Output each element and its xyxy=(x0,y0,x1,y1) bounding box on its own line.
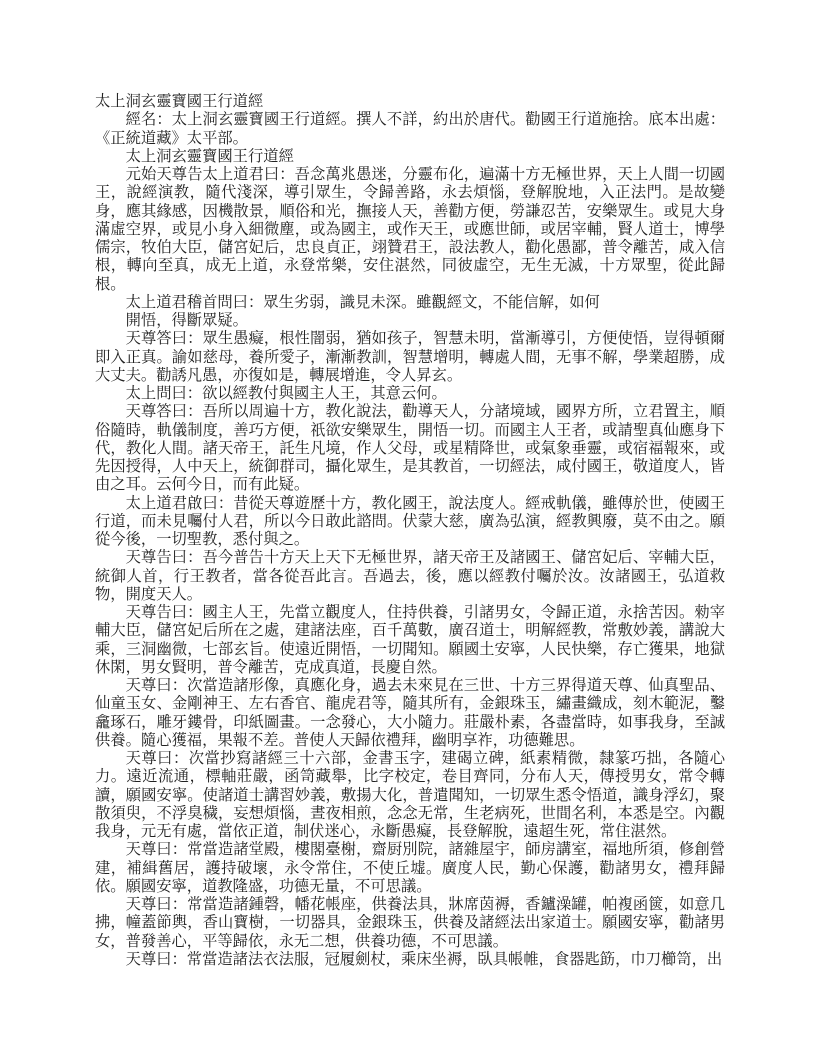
scripture-title-repeat: 太上洞玄靈寶國王行道經 xyxy=(125,147,294,165)
paragraph: 天尊告曰：吾今普告十方天上天下无極世界，諸天帝王及諸國王、儲宮妃后、宰輔大臣，統御人首，行王教者，當各從吾此言。吾過去，後，應以經教付囑於汝。汝諸國王，弘道救物，開度天人。 xyxy=(95,549,725,603)
paragraph: 開悟，得斷眾疑。 xyxy=(125,312,248,329)
paragraph: 天尊曰：常當造諸法衣法服，冠履劍杖，乘床坐褥，臥具帳帷，食器匙筯，巾刀櫛笥，出 xyxy=(125,950,723,968)
paragraph: 元始天尊告太上道君曰：吾念萬兆愚迷，分靈布化，遍滿十方无極世界，天上人間一切國王，說經演教，隨代淺深，導引眾生，令歸善路，永去煩惱，登解脫地，入正法門。是故變身，應其緣感，因機散景，順俗和光，撫接人天，善勸方便，勞謙忍苦，安樂眾生。或見大身滿虛空界，或見小身入細微塵，或為國主，或作天王，或應世師，或居宰輔，賢人道士，博學儒宗，牧伯大臣，儲宮妃后，忠良貞正，翊贊君王，設法教人，勸化愚鄙，普令離苦，咸入信根，轉向至真，成无上道，永登常樂，安住湛然，同彼虛空，无生无滅，十方眾聖，從此歸根。 xyxy=(95,166,725,293)
paragraph: 天尊答曰：吾所以周遍十方，教化說法，勸導天人，分諸境域，國界方所，立君置主，順俗隨時，軌儀制度，善巧方便，祇欲安樂眾生，開悟一切。而國主人王者，或請聖真仙應身下代，教化人間。諸天帝王，託生凡境，作人父母，或星精降世，或氣象垂靈，或宿福報來，或先因授得，人中天上，統御群司，攝化眾生，是其教首，一切經法，咸付國王，敬道度人，皆由之耳。云何今日，而有此疑。 xyxy=(95,403,725,494)
paragraph: 天尊曰：次當抄寫諸經三十六部，金書玉字，建碣立碑，紙素精微，隸篆巧拙，各隨心力。遠近流通，標軸莊嚴，函笥藏舉，比字校定，卷目齊同，分布人天，傳授男女，常令轉讀，願國安寧。使諸道士講習妙義，敷揚大化，普遣聞知，一切眾生悉令悟道，識身浮幻，聚散須臾，不浮臭穢，妄想煩惱，晝夜相煎，念念无常，生老病死，世間名利，本悉是空。內觀我身，元无有處，當依正道，制伏迷心，永斷愚癡，長登解脫，遠超生死，常住湛然。 xyxy=(95,750,725,840)
paragraph: 太上道君稽首問曰：眾生劣弱，識見未深。雖觀經文，不能信解，如何 xyxy=(125,293,600,311)
paragraph: 太上問曰：欲以經教付與國主人王，其意云何。 xyxy=(125,385,447,402)
document-title: 太上洞玄靈寶國王行道經 xyxy=(95,93,264,110)
paragraph: 天尊曰：常當造諸鍾磬，幡花帳座，供養法具，牀席茵褥，香鑪澡罐，帕複函篋，如意几拂，幢蓋節輿，香山寶樹，一切器具，金銀珠玉，供養及諸經法出家道士。願國安寧，勸諸男女，普發善心，平等歸依，永无二想，供養功德，不可思議。 xyxy=(95,896,725,950)
paragraph: 太上道君啟曰：昔從天尊遊歷十方，教化國王，說法度人。經戒軌儀，雖傳於世，使國王行道，而未見囑付人君，所以今日敢此諮問。伏蒙大慈，廣為弘演，經教興廢，莫不由之。願從今後，一切聖教，悉付與之。 xyxy=(95,494,725,548)
paragraph: 天尊曰：常當造諸堂殿，樓閣臺榭，齋厨別院，諸雜屋宇，師房講室，福地所須，修創營建，補緝舊居，護持破壞，永令常住，不使丘墟。廣度人民，勤心保護，勸諸男女，禮拜歸依。願國安寧，道教隆盛，功德无量，不可思議。 xyxy=(95,841,725,895)
paragraph: 天尊告曰：國主人王，先當立觀度人，住持供養，引諸男女，令歸正道，永捨苦因。勑宰輔大臣，儲宮妃后所在之處，建諸法座，百千萬數，廣召道士，明解經教，常敷妙義，講說大乘，三洞幽微，七部玄旨。使遠近開悟，一切聞知。願國土安寧，人民快樂，存亡獲果，地獄休閑，男女賢明，普令離苦，克成真道，長慶自然。 xyxy=(95,604,725,676)
paragraph: 天尊答曰：眾生愚癡，根性闇弱，猶如孩子，智慧未明，當漸導引，方便使悟，豈得頓爾即入正真。諭如慈母，養所愛子，漸漸教訓，智慧增明，轉處人間，无事不解，學業超勝，成大丈夫。勸誘凡愚，亦復如是，轉展增進，令人昇玄。 xyxy=(95,330,725,384)
paragraph: 天尊曰：次當造諸形像，真應化身，過去未來見在三世、十方三界得道天尊、仙真聖品、仙童玉女、金剛神王、左右香官、龍虎君等，隨其所有，金銀珠玉，繡畫織成，刻木範泥，鑿龕琢石，雕牙鏤骨，印紙圖畫。一念發心，大小隨力。莊嚴朴素，各盡當時，如事我身，至誠供養。隨心獲福，果報不差。普使人天歸依禮拜，幽明享祚，功德難思。 xyxy=(95,677,725,749)
bibliographic-note: 經名：太上洞玄靈寶國王行道經。撰人不詳，約出於唐代。勸國王行道施捨。底本出處：《正統道藏》太平部。 xyxy=(95,111,725,147)
